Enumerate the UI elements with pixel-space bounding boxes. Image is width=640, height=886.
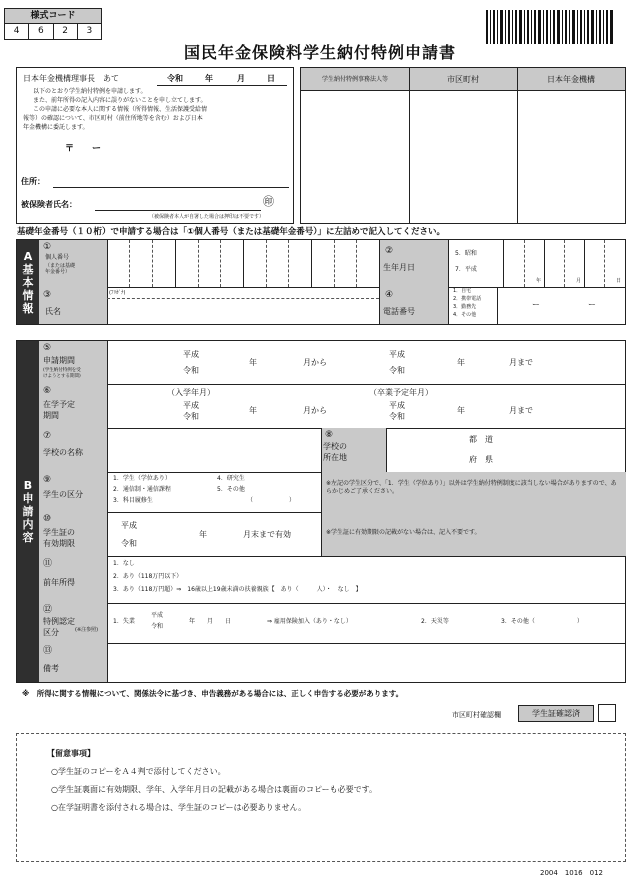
insured-name-label: 被保険者氏名：	[21, 200, 77, 209]
note-item: ○学生証裏面に有効期限、学年、入学年月日の記載がある場合は裏面のコピーも必要です。	[51, 785, 378, 794]
enrollment-label: 在学予定 期間	[43, 400, 75, 420]
date-era: 令和	[167, 74, 183, 83]
section-b-label: B 申 請 内 容	[17, 341, 39, 682]
student-category-label: 学生の区分	[43, 490, 83, 499]
municipality-confirm-label: 市区町村確認欄	[452, 711, 501, 719]
student-id-expiry-label: 学生証の 有効期限	[43, 528, 75, 548]
birthdate-label: 生年月日	[383, 263, 415, 272]
form-code-box	[4, 8, 102, 40]
birthdate-field[interactable]: 年 月 日	[503, 240, 626, 287]
income-notice: ※ 所得に関する情報について、関係法令に基づき、申告義務がある場合には、正しく申告する必要があります。	[22, 689, 404, 698]
declaration-line: この申請に必要な本人に関する情報（所得情報、生活保護受給情	[33, 106, 208, 113]
school-name-field[interactable]	[107, 428, 321, 473]
phone-field[interactable]: ー ー	[497, 287, 626, 324]
declaration-line: 年金機構に委託します。	[23, 124, 89, 131]
date-month-unit: 月	[237, 74, 245, 83]
form-version-code: 2004 1016 012	[540, 869, 603, 877]
application-period-field[interactable]: 平成 令和 年 月から 平成 令和 年 月まで	[107, 341, 625, 385]
page-title: 国民年金保険料学生納付特例申請書	[183, 43, 456, 62]
instruction-text: 基礎年金番号（１０桁）で申請する場合は「①個人番号（または基礎年金番号）」に左詰めで記入してください。	[17, 227, 445, 237]
office-table	[300, 67, 626, 224]
personal-number-field[interactable]	[107, 240, 379, 287]
section-a: A 基 本 情 報 ① 個人番号 （または基礎 年金番号） ② 生年月日 5．昭和 7．平成 年 月 日 ③ 氏名 (ﾌﾘｶﾞﾅ) ④ 電話番号 1．自宅 2．携帯電話 3．勤務先 4．その他 ー ー	[16, 239, 626, 325]
form-code-digit: 2	[54, 23, 78, 39]
note-item: ○学生証のコピーをＡ４判で添付してください。	[51, 767, 226, 776]
student-id-expiry-note: ※学生証に有効期限の記載がない場合は、記入不要です。	[321, 512, 626, 557]
date-year-unit: 年	[205, 74, 213, 83]
seal-note: （被保険者本人が自署した場合は押印は不要です）	[149, 214, 265, 220]
declaration-line: 以下のとおり学生納付特例を申請します。	[33, 88, 147, 95]
name-label: 氏名	[45, 307, 61, 316]
form-code-digit: 3	[86, 26, 93, 36]
personal-number-label: 個人番号	[45, 254, 70, 261]
student-category-note: ※左記の学生区分で、「1．学生（学位あり）」以外は学生納付特例制度に該当しない場合がありますので、あらかじめご了承ください。	[321, 472, 626, 513]
applicant-declaration-box	[16, 67, 294, 224]
address-field[interactable]	[53, 187, 289, 188]
previous-income-label: 前年所得	[43, 578, 75, 587]
barcode	[486, 10, 614, 44]
form-code-digit: 6	[29, 23, 53, 39]
name-field[interactable]	[109, 300, 377, 322]
section-b: B 申 請 内 容 ⑤ 申請期間 (学生納付特例を受 けようとする期間) 平成 令和 年 月から 平成 令和 年 月まで ⑥ 在学予定 期間 （入学年月） （卒業予定年月） 平成 令和 年 月から 平成 令和 年 月まで ⑦ 学校の名称 ⑧ 学校の 所在地 都 道 府 県 ⑨ 学生の区分 1．学生（学位あり） 2．通信制・通信課程 3．科目履修生 4．研究生 5．その他 （ ） ※左記の学生区分で、「1．学生（学位あり）」以外は学生納付特例制度に該当しない場合がありますので、あらかじめご了承ください。 ⑩ 学生証の 有効期限 平成 令和 年 月末まで有効 ※学生証に有効期限の記載がない場合は、記入不要です。 ⑪ 前年所得 1．なし 2．あり（118万円以下） 3．あり（118万円超）⇒ 16歳以上19歳未満の扶養親族【 あり（ 人）・ なし 】 ⑫ 特例認定 区分 (※注参照) 1．失業 平成 令和 年 月 日 ⇒ 雇用保険加入（あり・なし） 2．天災等 3．その他（ ） ⑬ 備考	[16, 340, 626, 683]
office-header-municipality: 市区町村	[447, 75, 479, 84]
remarks-field[interactable]	[107, 643, 625, 682]
address-label: 住所：	[21, 177, 45, 186]
school-address-field[interactable]: 都 道 府 県	[385, 428, 625, 473]
office-header-pension: 日本年金機構	[547, 75, 595, 84]
student-id-expiry-field[interactable]: 平成 令和 年 月末まで有効	[107, 512, 321, 557]
notes-box	[16, 733, 626, 862]
note-item: ○在学証明書を添付される場合は、学生証のコピーは必要ありません。	[51, 803, 307, 812]
phone-label: 電話番号	[383, 307, 415, 316]
seal-icon: ㊞	[263, 195, 274, 208]
furigana-label: (ﾌﾘｶﾞﾅ)	[109, 290, 126, 296]
declaration-line: 報等）の確認について、市区町村（前住所地等を含む）および日本	[23, 115, 203, 122]
previous-income-options[interactable]: 1．なし 2．あり（118万円以下） 3．あり（118万円超）⇒ 16歳以上19歳未満の扶養親族【 あり（ 人）・ なし 】	[107, 556, 625, 604]
section-a-label: A 基 本 情 報	[17, 240, 39, 324]
remarks-label: 備考	[43, 664, 59, 673]
insured-name-field[interactable]	[95, 210, 261, 211]
special-category-options[interactable]: 1．失業 平成 令和 年 月 日 ⇒ 雇用保険加入（あり・なし） 2．天災等 3．その他（ ）	[107, 603, 625, 644]
declaration-line: また、前年所得の記入内容に誤りがないことを申し立てします。	[33, 97, 207, 104]
date-day-unit: 日	[267, 74, 275, 83]
special-category-label: 特例認定 区分	[43, 617, 75, 637]
addressee: 日本年金機構理事長 あて	[23, 74, 119, 83]
form-code-digit: 4	[5, 23, 29, 39]
student-category-options[interactable]: 1．学生（学位あり） 2．通信制・通信課程 3．科目履修生 4．研究生 5．その他 （ ）	[107, 472, 321, 513]
personal-number-sub: （または基礎 年金番号）	[45, 263, 76, 275]
form-code-label: 様式コード	[5, 9, 101, 24]
period-label: 申請期間	[43, 356, 75, 365]
postal-code-field[interactable]: 〒 ー	[65, 144, 102, 154]
school-address-label: 学校の 所在地	[323, 442, 347, 462]
school-name-label: 学校の名称	[43, 448, 83, 457]
notes-title: 【留意事項】	[47, 749, 95, 758]
enrollment-period-field[interactable]: （入学年月） （卒業予定年月） 平成 令和 年 月から 平成 令和 年 月まで	[107, 384, 625, 429]
student-id-confirmed-label: 学生証確認済	[518, 705, 594, 722]
confirm-checkbox[interactable]	[598, 704, 616, 722]
office-header-school: 学生納付特例事務法人等	[321, 76, 388, 83]
